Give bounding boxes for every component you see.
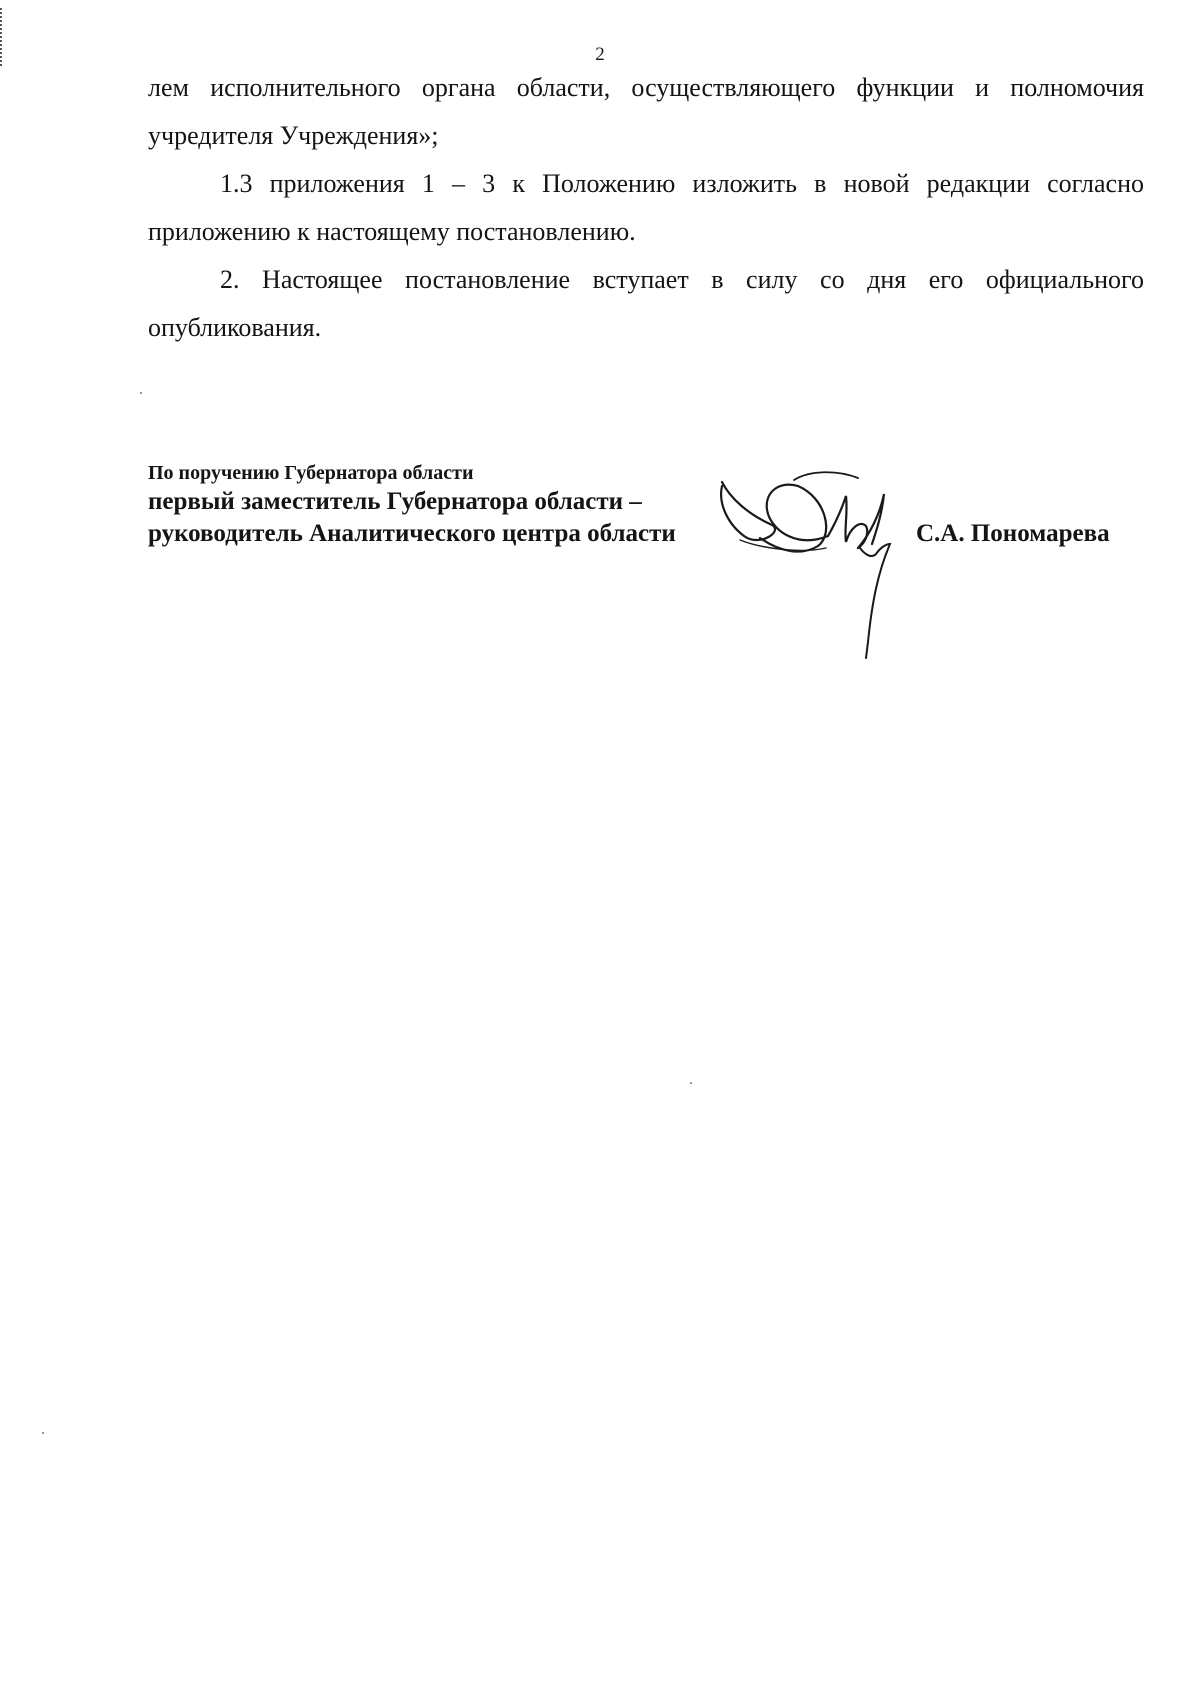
page-number: 2 <box>595 44 605 65</box>
scan-speck <box>140 392 142 394</box>
scan-speck <box>690 1082 692 1084</box>
paragraph-item-1-3: 1.3 приложения 1 – 3 к Положению изложить в новой редакции согласно приложению к настоящему постановлению. <box>148 169 1144 246</box>
scan-speck <box>42 1432 44 1434</box>
signer-position-line-1: первый заместитель Губернатора области – <box>148 488 642 515</box>
paragraph-continuation: лем исполнительного органа области, осуществляющего функции и полномочия учредителя Учреждения»; <box>148 73 1144 150</box>
signer-name: С.А. Пономарева <box>916 520 1110 547</box>
signer-position-line-2: руководитель Аналитического центра области <box>148 520 676 547</box>
handwritten-signature <box>700 452 920 672</box>
paragraph-item-2: 2. Настоящее постановление вступает в силу со дня его официального опубликования. <box>148 265 1144 342</box>
signature-authority-line: По поручению Губернатора области <box>148 462 474 484</box>
body-text <box>148 64 1144 352</box>
